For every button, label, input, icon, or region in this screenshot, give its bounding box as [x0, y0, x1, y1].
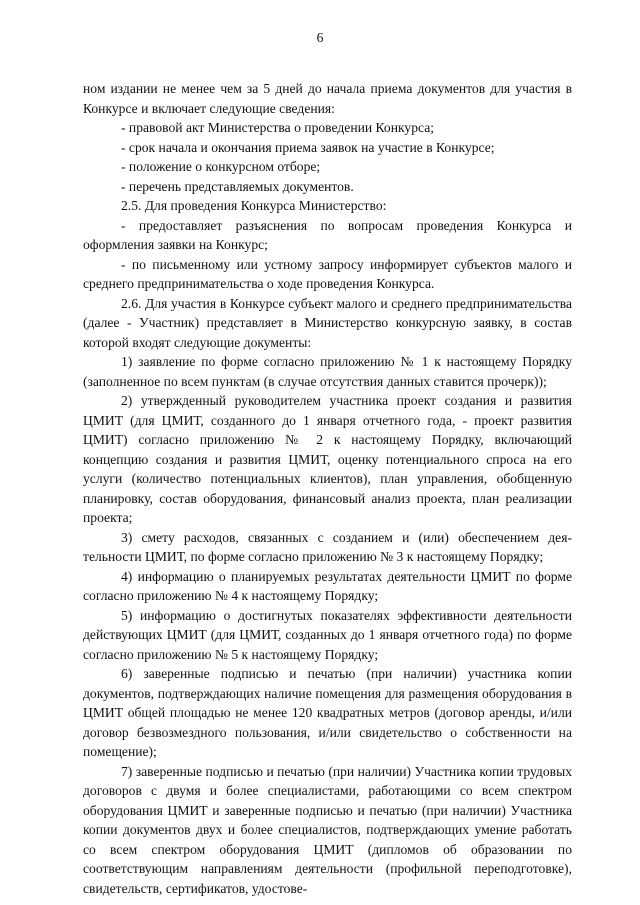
section-2-6: 2.6. Для участия в Конкурсе субъект малого и среднего предпринимательства (далее - Участник) представляет в Министерство конкурсную заявку, в состав которой входят следующие документы: — [83, 295, 572, 350]
doc-item-3: 3) смету расходов, связанных с созданием и (или) обеспечением деятельности ЦМИТ, по форме согласно приложению № 3 к настоящему Порядку; — [83, 529, 572, 564]
document-body — [83, 79, 572, 898]
doc-item-5: 5) информацию о достигнутых показателях эффективности деятельности действующих ЦМИТ (для ЦМИТ, созданных до 1 января отчетного года) по форме согласно приложению № 5 к настоящему Порядку; — [83, 607, 572, 662]
doc-item-1: 1) заявление по форме согласно приложению № 1 к настоящему Порядку (заполненное по всем пунктам (в случае отсутствия данных ставится прочерк)); — [83, 354, 572, 389]
paragraph-continuation: ном издании не менее чем за 5 дней до начала приема документов для участия в Конкурсе и включает следующие сведения: — [83, 81, 572, 116]
doc-item-7: 7) заверенные подписью и печатью (при наличии) Участника копии трудовых договоров с двумя и более специалистами, работающими со всем спектром оборудования ЦМИТ и заверенные подписью и печатью (при наличии) Участника копии документов двух и более специалистов, подтверждающих умение работать со всем спектром оборудования ЦМИТ (дипломов об образовании по соответствующим направлениям деятельности (профильной переподготовке), свидетельств, сертификатов, удостове- — [83, 763, 572, 896]
list-item-deadline: - срок начала и окончания приема заявок на участие в Конкурсе; — [121, 139, 495, 155]
doc-item-4: 4) информацию о планируемых результатах деятельности ЦМИТ по форме согласно приложению № 4 к настоящему Порядку; — [83, 568, 572, 603]
list-item-clarifications: - предоставляет разъяснения по вопросам проведения Конкурса и оформления заявки на Конкурс; — [83, 217, 572, 252]
list-item-legal-act: - правовой акт Министерства о проведении Конкурса; — [121, 120, 435, 135]
doc-item-6: 6) заверенные подписью и печатью (при наличии) участника копии документов, подтверждающих наличие помещения для размещения оборудования в ЦМИТ общей площадью не менее 120 квадратных метров (договор аренды, и/или договор безвозмездного пользования, и/или свидетельство о собственности на помещение); — [83, 666, 572, 759]
list-item-regulation: - положение о конкурсном отборе; — [121, 159, 321, 174]
page-number: 6 — [316, 30, 324, 45]
list-item-documents: - перечень представляемых документов. — [121, 178, 354, 194]
doc-item-2: 2) утвержденный руководителем участника проект создания и развития ЦМИТ (для ЦМИТ, созданного до 1 января отчетного года, - проект развития ЦМИТ) согласно приложению № 2 к настоящему Порядку, включающий концепцию создания и развития ЦМИТ, оценку потенциального спроса на его услуги (количество потенциальных клиентов), план управления, обобщенную планировку, состав оборудования, финансовый анализ проекта, план реализации проекта; — [83, 393, 572, 525]
list-item-informs: - по письменному или устному запросу информирует субъектов малого и среднего предпринимательства о ходе проведения Конкурса. — [83, 256, 572, 291]
section-2-5: 2.5. Для проведения Конкурса Министерство: — [121, 198, 387, 213]
